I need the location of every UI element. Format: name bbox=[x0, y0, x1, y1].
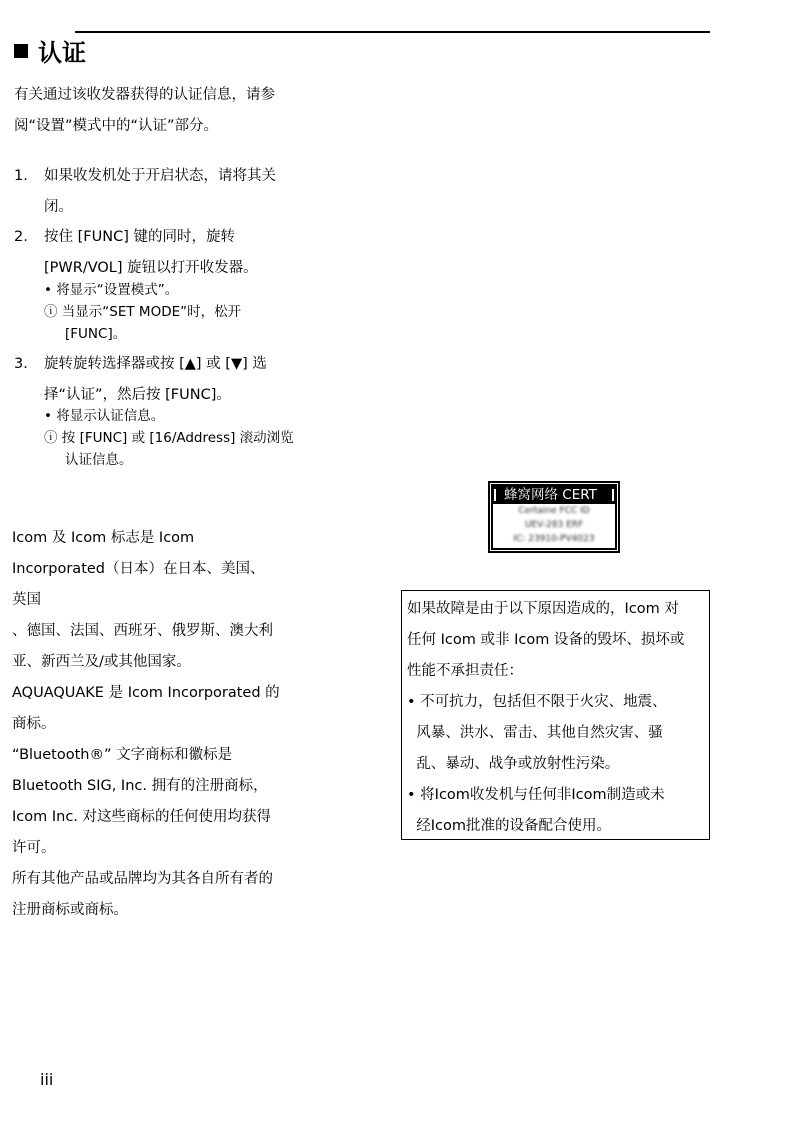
trademark-line: 亚、新西兰及/或其他国家。 bbox=[12, 654, 191, 670]
step-line: 旋转旋转选择器或按 [▲] 或 [▼] 选 bbox=[44, 356, 267, 372]
trademark-line: 、德国、法国、西班牙、俄罗斯、澳大利 bbox=[12, 623, 273, 639]
header-rule bbox=[75, 31, 710, 33]
cert-display-inner bbox=[491, 484, 617, 550]
notice-line: 如果故障是由于以下原因造成的，Icom 对 bbox=[407, 601, 679, 617]
step-number: 3. bbox=[14, 356, 28, 372]
step-line: 按住 [FUNC] 键的同时，旋转 bbox=[44, 229, 235, 245]
trademark-line: AQUAQUAKE 是 Icom Incorporated 的 bbox=[12, 685, 280, 701]
trademark-line: Icom Inc. 对这些商标的任何使用均获得 bbox=[12, 809, 272, 825]
cert-display-title bbox=[493, 486, 615, 504]
step-line: 择“认证”，然后按 [FUNC]。 bbox=[44, 387, 231, 403]
info-note: ⓘ 当显示“SET MODE”时，松开 bbox=[44, 304, 242, 320]
notice-line: 性能不承担责任： bbox=[407, 663, 523, 679]
step-line: 如果收发机处于开启状态，请将其关 bbox=[44, 168, 276, 184]
cert-display-line: IC: 23910-PV4023 bbox=[513, 534, 595, 544]
cert-display-screen bbox=[488, 481, 620, 553]
cert-display-title-text: 蜂窝网络 CERT bbox=[504, 487, 597, 503]
notice-line: 风暴、洪水、雷击、其他自然灾害、骚 bbox=[407, 725, 663, 741]
step-number: 1. bbox=[14, 168, 28, 184]
heading-title: 认证 bbox=[38, 39, 86, 67]
note-bullet: • 将显示认证信息。 bbox=[44, 408, 165, 424]
step-text bbox=[44, 222, 258, 284]
trademark-line: Bluetooth SIG, Inc. 拥有的注册商标， bbox=[12, 778, 268, 794]
liability-notice-box bbox=[401, 590, 710, 840]
trademark-line: 注册商标或商标。 bbox=[12, 902, 128, 918]
step-text bbox=[44, 349, 267, 411]
notice-line: 任何 Icom 或非 Icom 设备的毁坏、损坏或 bbox=[407, 632, 685, 648]
square-bullet-icon bbox=[14, 44, 28, 58]
intro-line: 阅“设置”模式中的“认证”部分。 bbox=[14, 118, 219, 134]
note-bullet: • 将显示“设置模式”。 bbox=[44, 282, 179, 298]
cert-display-line: Certaine FCC ID bbox=[518, 506, 590, 516]
trademark-line: Incorporated（日本）在日本、美国、 bbox=[12, 561, 265, 577]
info-note-continued: [FUNC]。 bbox=[65, 326, 127, 342]
notice-line: 经Icom批准的设备配合使用。 bbox=[407, 818, 611, 834]
step-line: [PWR/VOL] 旋钮以打开收发器。 bbox=[44, 260, 258, 276]
step-number: 2. bbox=[14, 229, 28, 245]
notice-text bbox=[407, 594, 684, 842]
page-number: iii bbox=[40, 1070, 54, 1089]
trademark-paragraph bbox=[12, 523, 280, 926]
trademark-line: 英国 bbox=[12, 592, 41, 608]
notice-line: • 将Icom收发机与任何非Icom制造或未 bbox=[407, 787, 665, 803]
notice-line: 乱、暴动、战争或放射性污染。 bbox=[407, 756, 620, 772]
info-note-continued: 认证信息。 bbox=[65, 452, 133, 468]
intro-paragraph bbox=[14, 80, 275, 142]
trademark-line: 所有其他产品或品牌均为其各自所有者的 bbox=[12, 871, 273, 887]
scroll-marker-icon bbox=[494, 489, 496, 501]
trademark-line: Icom 及 Icom 标志是 Icom bbox=[12, 530, 195, 546]
info-note: ⓘ 按 [FUNC] 或 [16/Address] 滚动浏览 bbox=[44, 430, 294, 446]
trademark-line: 许可。 bbox=[12, 840, 56, 856]
step-line: 闭。 bbox=[44, 199, 73, 215]
section-heading bbox=[14, 36, 86, 70]
notice-line: • 不可抗力，包括但不限于火灾、地震、 bbox=[407, 694, 667, 710]
intro-line: 有关通过该收发器获得的认证信息，请参 bbox=[14, 87, 275, 103]
scroll-marker-icon bbox=[612, 489, 614, 501]
trademark-line: “Bluetooth®” 文字商标和徽标是 bbox=[12, 747, 233, 763]
cert-display-line: UEV-283 ERF bbox=[524, 520, 584, 530]
step-text bbox=[44, 161, 276, 223]
trademark-line: 商标。 bbox=[12, 716, 56, 732]
